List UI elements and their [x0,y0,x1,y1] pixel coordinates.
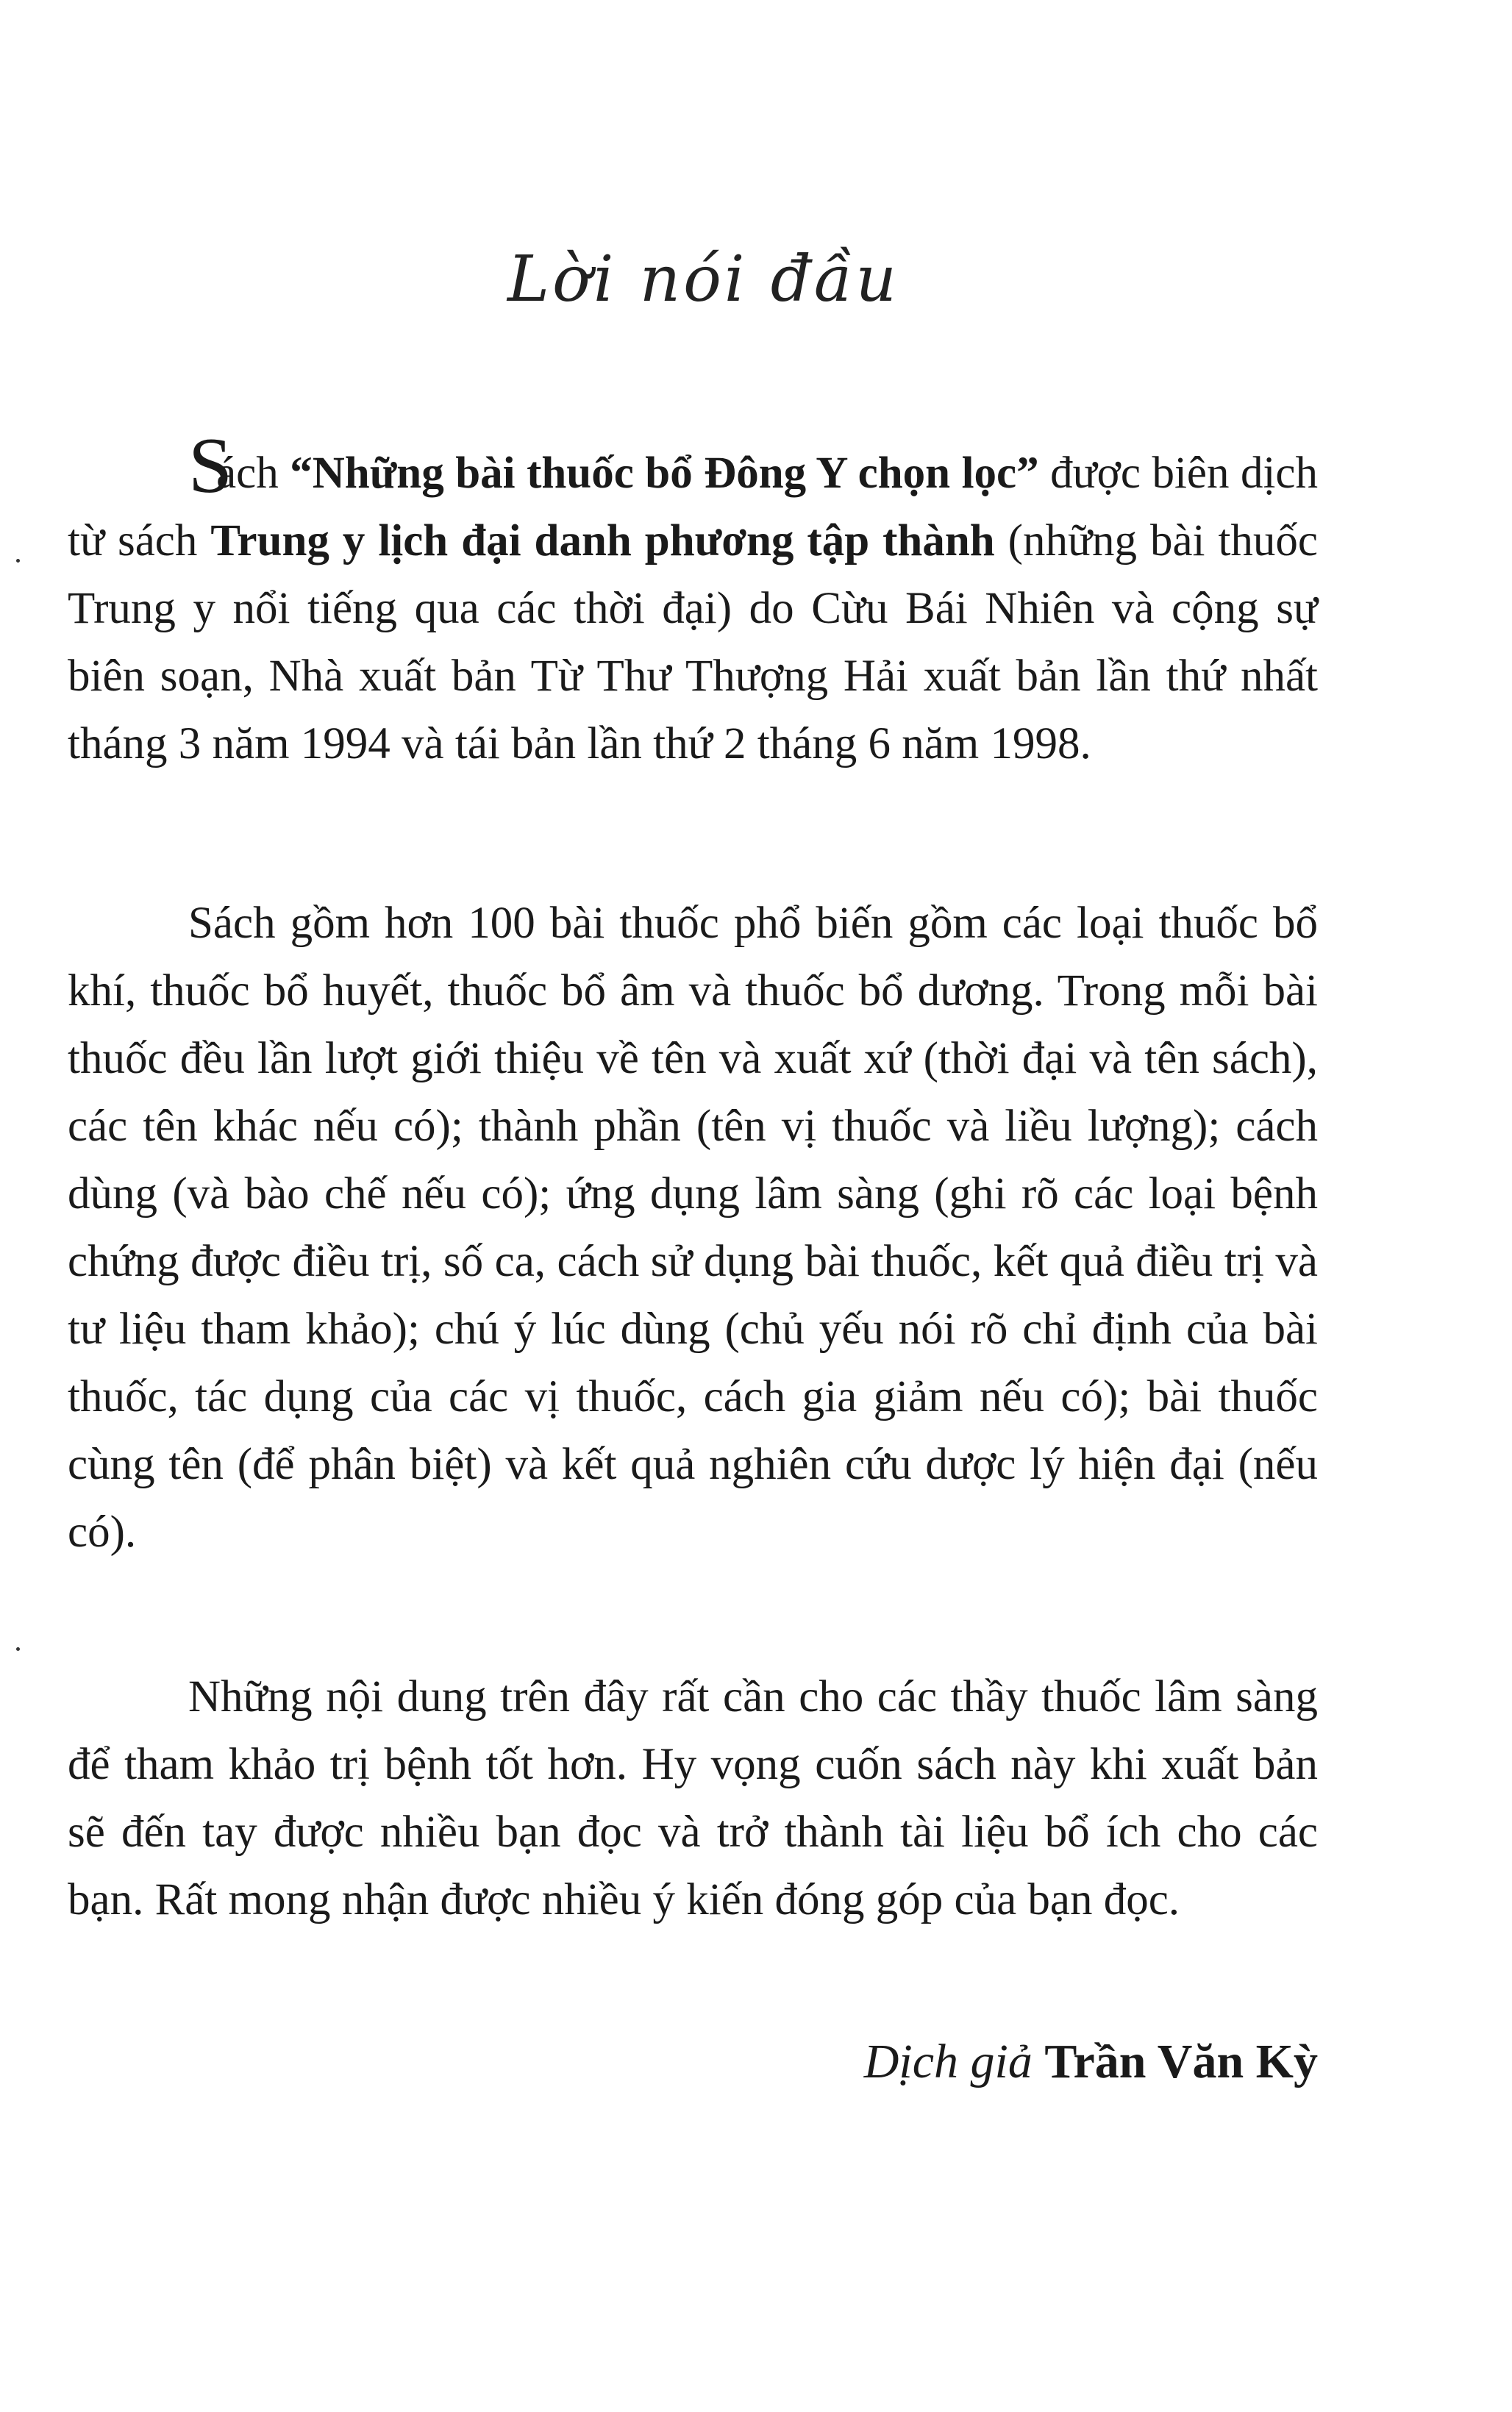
page-title: Lời nói đầu [507,243,899,316]
drop-cap-letter: S [188,422,233,510]
book-title-vietnamese: “Những bài thuốc bổ Đông Y chọn lọc” [290,449,1039,498]
signature-role: Dịch giả [863,2035,1033,2088]
scan-speck [16,1647,20,1651]
paragraph-closing: Những nội dung trên đây rất cần cho các thầy thuốc lâm sàng để tham khảo trị bệnh tốt hơn. Hy vọng cuốn sách này khi xuất bản sẽ đến tay được nhiều bạn đọc và trở thành tài liệu bổ ích cho các bạn. Rất mong nhận được nhiều ý kiến đóng góp của bạn đọc. [68,1672,1318,1924]
paragraph-intro-segment: (những bài thuốc Trung y nổi tiếng qua các thời đại) do Cừu Bái Nhiên và cộng sự biên soạn, Nhà xuất bản Từ Thư Thượng Hải xuất bản lần thứ nhất tháng 3 năm 1994 và tái bản lần thứ 2 tháng 6 năm 1998. [68,516,1318,768]
book-title-chinese-source: Trung y lịch đại danh phương tập thành [210,516,995,565]
paragraph-intro [68,422,1318,778]
paragraph-intro-segment: ách [216,449,290,498]
paragraph-contents: Sách gồm hơn 100 bài thuốc phổ biến gồm các loại thuốc bổ khí, thuốc bổ huyết, thuốc bổ âm và thuốc bổ dương. Trong mỗi bài thuốc đều lần lượt giới thiệu về tên và xuất xứ (thời đại và tên sách), các tên khác nếu có); thành phần (tên vị thuốc và liều lượng); cách dùng (và bào chế nếu có); ứng dụng lâm sàng (ghi rõ các loại bệnh chứng được điều trị, số ca, cách sử dụng bài thuốc, kết quả điều trị và tư liệu tham khảo); chú ý lúc dùng (chủ yếu nói rõ chỉ định của bài thuốc, tác dụng của các vị thuốc, cách gia giảm nếu có); bài thuốc cùng tên (để phân biệt) và kết quả nghiên cứu dược lý hiện đại (nếu có). [68,899,1318,1557]
scan-speck [16,559,20,563]
translator-signature [864,2034,1318,2090]
signature-name: Trần Văn Kỳ [1044,2035,1318,2088]
paragraph-intro-segment: được biên dịch từ sách [68,449,1318,565]
